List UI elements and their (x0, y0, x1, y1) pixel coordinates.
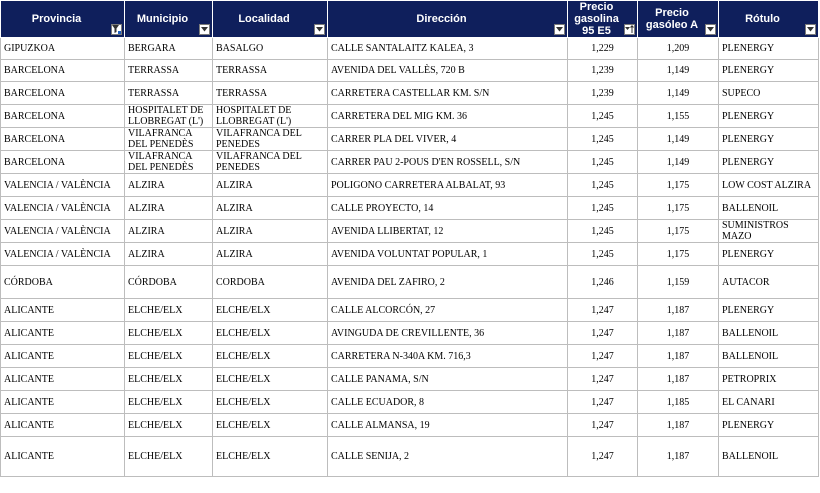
cell-direccion[interactable]: AVINGUDA DE CREVILLENTE, 36 (328, 322, 568, 345)
cell-rotulo[interactable]: PLENERGY (719, 414, 819, 437)
cell-precio-gasoleo[interactable]: 1,187 (638, 299, 719, 322)
table-row (1, 38, 819, 60)
cell-precio-gasolina[interactable]: 1,239 (568, 60, 638, 82)
cell-direccion[interactable]: CARRETERA DEL MIG KM. 36 (328, 105, 568, 128)
table-row (1, 322, 819, 345)
cell-provincia[interactable]: VALENCIA / VALÈNCIA (1, 220, 125, 243)
cell-provincia[interactable]: BARCELONA (1, 60, 125, 82)
cell-localidad[interactable]: ELCHE/ELX (213, 414, 328, 437)
cell-provincia[interactable]: ALICANTE (1, 322, 125, 345)
cell-localidad[interactable]: HOSPITALET DE LLOBREGAT (L') (213, 105, 328, 128)
cell-precio-gasolina[interactable]: 1,247 (568, 322, 638, 345)
cell-localidad[interactable]: CORDOBA (213, 266, 328, 299)
cell-provincia[interactable]: ALICANTE (1, 414, 125, 437)
table-row (1, 197, 819, 220)
cell-rotulo[interactable]: PLENERGY (719, 105, 819, 128)
table-row (1, 60, 819, 82)
cell-localidad[interactable]: ELCHE/ELX (213, 299, 328, 322)
cell-precio-gasoleo[interactable]: 1,149 (638, 128, 719, 151)
cell-direccion[interactable]: AVENIDA DEL VALLÈS, 720 B (328, 60, 568, 82)
cell-municipio[interactable]: VILAFRANCA DEL PENEDÈS (125, 151, 213, 174)
filter-dropdown-button[interactable] (554, 24, 565, 35)
cell-provincia[interactable]: ALICANTE (1, 437, 125, 477)
table-row (1, 174, 819, 197)
cell-precio-gasolina[interactable]: 1,246 (568, 266, 638, 299)
cell-provincia[interactable]: ALICANTE (1, 299, 125, 322)
cell-precio-gasolina[interactable]: 1,245 (568, 174, 638, 197)
cell-municipio[interactable]: TERRASSA (125, 82, 213, 105)
header-label: Precio gasóleo A (645, 7, 699, 31)
cell-provincia[interactable]: ALICANTE (1, 391, 125, 414)
filter-icon (112, 25, 121, 34)
cell-provincia[interactable]: CÓRDOBA (1, 266, 125, 299)
cell-localidad[interactable]: TERRASSA (213, 82, 328, 105)
cell-localidad[interactable]: ALZIRA (213, 197, 328, 220)
cell-provincia[interactable]: ALICANTE (1, 345, 125, 368)
cell-precio-gasolina[interactable]: 1,245 (568, 197, 638, 220)
cell-direccion[interactable]: CARRER PAU 2-POUS D'EN ROSSELL, S/N (328, 151, 568, 174)
header-label: Provincia (31, 13, 82, 25)
table-row (1, 368, 819, 391)
cell-localidad[interactable]: ALZIRA (213, 220, 328, 243)
cell-direccion[interactable]: AVENIDA VOLUNTAT POPULAR, 1 (328, 243, 568, 266)
cell-municipio[interactable]: ELCHE/ELX (125, 322, 213, 345)
cell-rotulo[interactable]: LOW COST ALZIRA (719, 174, 819, 197)
header-rotulo[interactable] (719, 1, 819, 38)
table-row (1, 391, 819, 414)
cell-rotulo[interactable]: PLENERGY (719, 38, 819, 60)
cell-precio-gasolina[interactable]: 1,247 (568, 299, 638, 322)
table-row (1, 128, 819, 151)
cell-municipio[interactable]: ELCHE/ELX (125, 345, 213, 368)
cell-precio-gasoleo[interactable]: 1,175 (638, 243, 719, 266)
cell-rotulo[interactable]: SUPECO (719, 82, 819, 105)
cell-provincia[interactable]: BARCELONA (1, 128, 125, 151)
table-row (1, 243, 819, 266)
cell-direccion[interactable]: CARRETERA CASTELLAR KM. S/N (328, 82, 568, 105)
cell-provincia[interactable]: BARCELONA (1, 105, 125, 128)
header-label: Precio gasolina 95 E5 (574, 1, 619, 37)
cell-provincia[interactable]: BARCELONA (1, 151, 125, 174)
cell-precio-gasolina[interactable]: 1,245 (568, 151, 638, 174)
cell-rotulo[interactable]: PLENERGY (719, 243, 819, 266)
cell-precio-gasolina[interactable]: 1,247 (568, 345, 638, 368)
cell-precio-gasoleo[interactable]: 1,209 (638, 38, 719, 60)
cell-direccion[interactable]: CALLE PROYECTO, 14 (328, 197, 568, 220)
cell-precio-gasoleo[interactable]: 1,187 (638, 414, 719, 437)
cell-localidad[interactable]: ALZIRA (213, 174, 328, 197)
table-row (1, 105, 819, 128)
cell-localidad[interactable]: ALZIRA (213, 243, 328, 266)
cell-precio-gasolina[interactable]: 1,247 (568, 391, 638, 414)
cell-precio-gasolina[interactable]: 1,247 (568, 437, 638, 477)
cell-precio-gasoleo[interactable]: 1,155 (638, 105, 719, 128)
cell-municipio[interactable]: ALZIRA (125, 197, 213, 220)
cell-localidad[interactable]: VILAFRANCA DEL PENEDES (213, 128, 328, 151)
cell-precio-gasoleo[interactable]: 1,175 (638, 220, 719, 243)
header-label: Municipio (136, 13, 189, 25)
cell-municipio[interactable]: BERGARA (125, 38, 213, 60)
filter-dropdown-button[interactable] (111, 24, 122, 35)
filter-dropdown-button[interactable] (199, 24, 210, 35)
cell-precio-gasolina[interactable]: 1,245 (568, 220, 638, 243)
cell-provincia[interactable]: ALICANTE (1, 368, 125, 391)
cell-precio-gasoleo[interactable]: 1,149 (638, 151, 719, 174)
sort-ascending-icon (625, 25, 634, 34)
cell-precio-gasoleo[interactable]: 1,149 (638, 82, 719, 105)
cell-rotulo[interactable]: PLENERGY (719, 151, 819, 174)
filter-dropdown-button[interactable] (624, 24, 635, 35)
cell-municipio[interactable]: ELCHE/ELX (125, 414, 213, 437)
table-row (1, 151, 819, 174)
cell-direccion[interactable]: CALLE PANAMA, S/N (328, 368, 568, 391)
cell-rotulo[interactable]: BALLENOIL (719, 437, 819, 477)
cell-direccion[interactable]: CALLE SENIJA, 2 (328, 437, 568, 477)
cell-precio-gasoleo[interactable]: 1,175 (638, 174, 719, 197)
cell-precio-gasolina[interactable]: 1,229 (568, 38, 638, 60)
chevron-down-icon (201, 27, 208, 32)
cell-direccion[interactable]: CALLE ECUADOR, 8 (328, 391, 568, 414)
cell-rotulo[interactable]: PLENERGY (719, 299, 819, 322)
cell-precio-gasoleo[interactable]: 1,175 (638, 197, 719, 220)
cell-municipio[interactable]: ELCHE/ELX (125, 437, 213, 477)
cell-municipio[interactable]: ELCHE/ELX (125, 391, 213, 414)
cell-rotulo[interactable]: SUMINISTROS MAZO (719, 220, 819, 243)
cell-provincia[interactable]: VALENCIA / VALÈNCIA (1, 197, 125, 220)
filter-dropdown-button[interactable] (314, 24, 325, 35)
cell-direccion[interactable]: AVENIDA LLIBERTAT, 12 (328, 220, 568, 243)
cell-rotulo[interactable]: PLENERGY (719, 60, 819, 82)
cell-rotulo[interactable]: BALLENOIL (719, 197, 819, 220)
cell-precio-gasoleo[interactable]: 1,185 (638, 391, 719, 414)
header-provincia[interactable] (1, 1, 125, 38)
table-row (1, 220, 819, 243)
cell-direccion[interactable]: CARRER PLA DEL VIVER, 4 (328, 128, 568, 151)
cell-municipio[interactable]: ELCHE/ELX (125, 368, 213, 391)
cell-precio-gasoleo[interactable]: 1,159 (638, 266, 719, 299)
cell-localidad[interactable]: ELCHE/ELX (213, 322, 328, 345)
table-row (1, 266, 819, 299)
cell-rotulo[interactable]: PETROPRIX (719, 368, 819, 391)
cell-precio-gasolina[interactable]: 1,245 (568, 105, 638, 128)
table-body (1, 38, 819, 477)
cell-precio-gasolina[interactable]: 1,239 (568, 82, 638, 105)
table-row (1, 437, 819, 477)
cell-municipio[interactable]: HOSPITALET DE LLOBREGAT (L') (125, 105, 213, 128)
cell-rotulo[interactable]: AUTACOR (719, 266, 819, 299)
table-row (1, 345, 819, 368)
cell-municipio[interactable]: CÓRDOBA (125, 266, 213, 299)
cell-provincia[interactable]: VALENCIA / VALÈNCIA (1, 243, 125, 266)
cell-precio-gasoleo[interactable]: 1,187 (638, 322, 719, 345)
header-precio-gasoleo[interactable] (638, 1, 719, 38)
cell-municipio[interactable]: ALZIRA (125, 220, 213, 243)
cell-municipio[interactable]: VILAFRANCA DEL PENEDÈS (125, 128, 213, 151)
cell-localidad[interactable]: TERRASSA (213, 60, 328, 82)
table-row (1, 414, 819, 437)
cell-precio-gasolina[interactable]: 1,245 (568, 243, 638, 266)
header-precio-gasolina[interactable] (568, 1, 638, 38)
header-localidad[interactable] (213, 1, 328, 38)
cell-localidad[interactable]: ELCHE/ELX (213, 345, 328, 368)
header-direccion[interactable] (328, 1, 568, 38)
cell-localidad[interactable]: ELCHE/ELX (213, 391, 328, 414)
cell-provincia[interactable]: BARCELONA (1, 82, 125, 105)
cell-direccion[interactable]: POLIGONO CARRETERA ALBALAT, 93 (328, 174, 568, 197)
cell-localidad[interactable]: BASALGO (213, 38, 328, 60)
header-row (1, 1, 819, 38)
chevron-down-icon (807, 27, 814, 32)
cell-direccion[interactable]: CALLE ALCORCÓN, 27 (328, 299, 568, 322)
cell-precio-gasolina[interactable]: 1,247 (568, 414, 638, 437)
header-label: Localidad (238, 13, 290, 25)
chevron-down-icon (707, 27, 714, 32)
cell-precio-gasoleo[interactable]: 1,187 (638, 368, 719, 391)
cell-rotulo[interactable]: PLENERGY (719, 128, 819, 151)
cell-provincia[interactable]: VALENCIA / VALÈNCIA (1, 174, 125, 197)
cell-precio-gasolina[interactable]: 1,245 (568, 128, 638, 151)
chevron-down-icon (316, 27, 323, 32)
cell-direccion[interactable]: CALLE SANTALAITZ KALEA, 3 (328, 38, 568, 60)
header-label: Rótulo (745, 13, 780, 25)
cell-precio-gasoleo[interactable]: 1,187 (638, 345, 719, 368)
cell-municipio[interactable]: TERRASSA (125, 60, 213, 82)
filter-dropdown-button[interactable] (705, 24, 716, 35)
cell-municipio[interactable]: ELCHE/ELX (125, 299, 213, 322)
table-row (1, 82, 819, 105)
cell-municipio[interactable]: ALZIRA (125, 174, 213, 197)
cell-rotulo[interactable]: BALLENOIL (719, 345, 819, 368)
header-municipio[interactable] (125, 1, 213, 38)
cell-direccion[interactable]: CARRETERA N-340A KM. 716,3 (328, 345, 568, 368)
header-label: Dirección (416, 13, 467, 25)
cell-precio-gasoleo[interactable]: 1,187 (638, 437, 719, 477)
cell-localidad[interactable]: ELCHE/ELX (213, 437, 328, 477)
cell-direccion[interactable]: CALLE ALMANSA, 19 (328, 414, 568, 437)
cell-rotulo[interactable]: EL CANARI (719, 391, 819, 414)
cell-direccion[interactable]: AVENIDA DEL ZAFIRO, 2 (328, 266, 568, 299)
cell-rotulo[interactable]: BALLENOIL (719, 322, 819, 345)
chevron-down-icon (556, 27, 563, 32)
cell-precio-gasolina[interactable]: 1,247 (568, 368, 638, 391)
cell-localidad[interactable]: VILAFRANCA DEL PENEDES (213, 151, 328, 174)
filter-dropdown-button[interactable] (805, 24, 816, 35)
table-row (1, 299, 819, 322)
cell-precio-gasoleo[interactable]: 1,149 (638, 60, 719, 82)
cell-provincia[interactable]: GIPUZKOA (1, 38, 125, 60)
cell-municipio[interactable]: ALZIRA (125, 243, 213, 266)
cell-localidad[interactable]: ELCHE/ELX (213, 368, 328, 391)
